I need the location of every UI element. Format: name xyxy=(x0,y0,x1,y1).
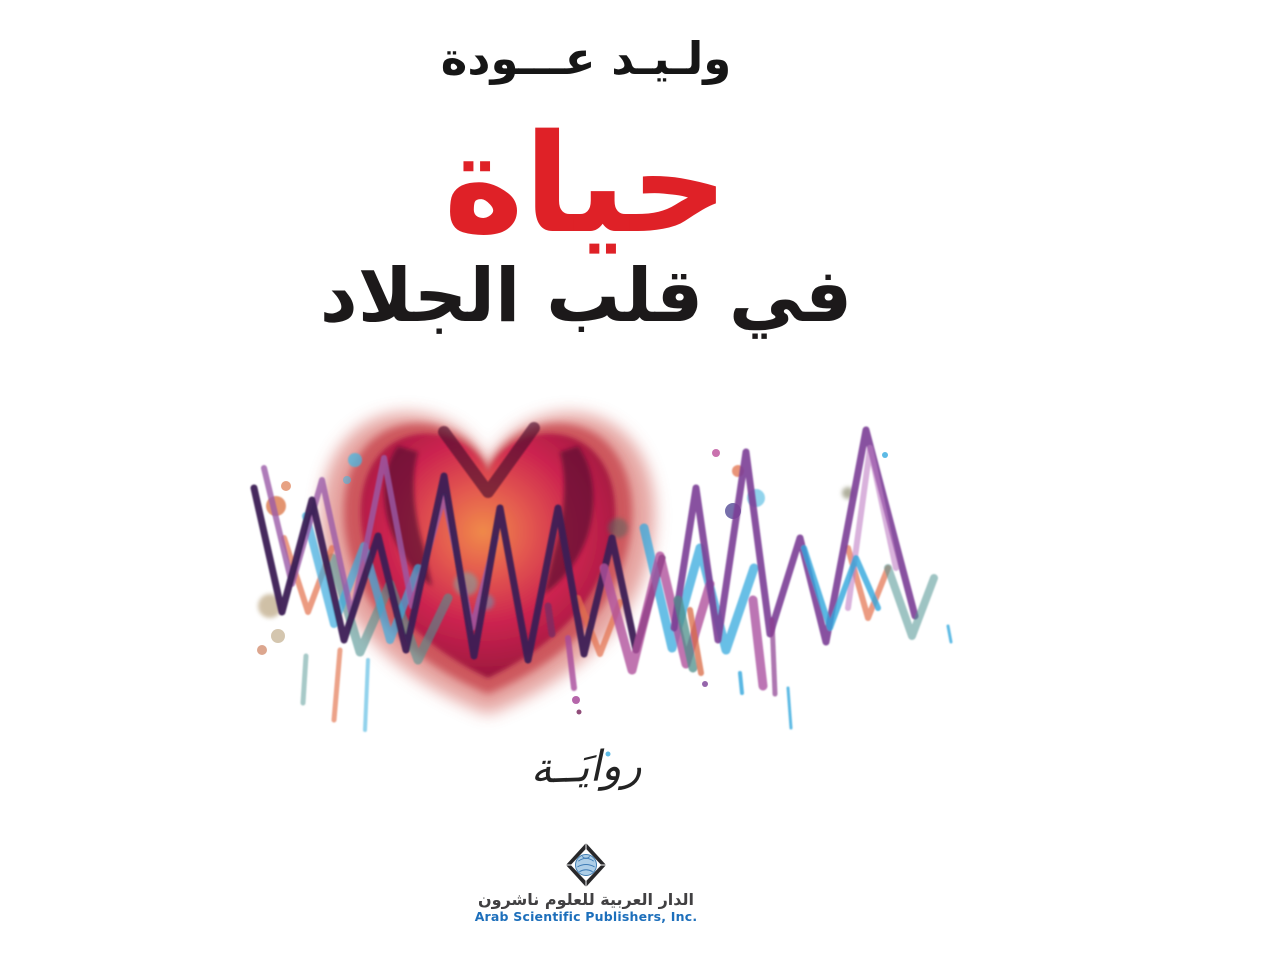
author-name: ولـيـد عـــودة xyxy=(440,32,732,85)
publisher-name-english: Arab Scientific Publishers, Inc. xyxy=(474,908,698,924)
publisher-name-arabic: الدار العربية للعلوم ناشرون xyxy=(477,890,695,909)
publisher-block xyxy=(0,842,1172,923)
publisher-logo-icon xyxy=(565,842,607,888)
book-subtitle: في قلب الجلاد xyxy=(319,253,853,339)
heart-ekg-illustration xyxy=(248,388,972,768)
watercolor-heart-icon xyxy=(248,388,972,768)
genre-label: روايَــة xyxy=(529,740,643,793)
book-title: حياة xyxy=(443,106,729,264)
